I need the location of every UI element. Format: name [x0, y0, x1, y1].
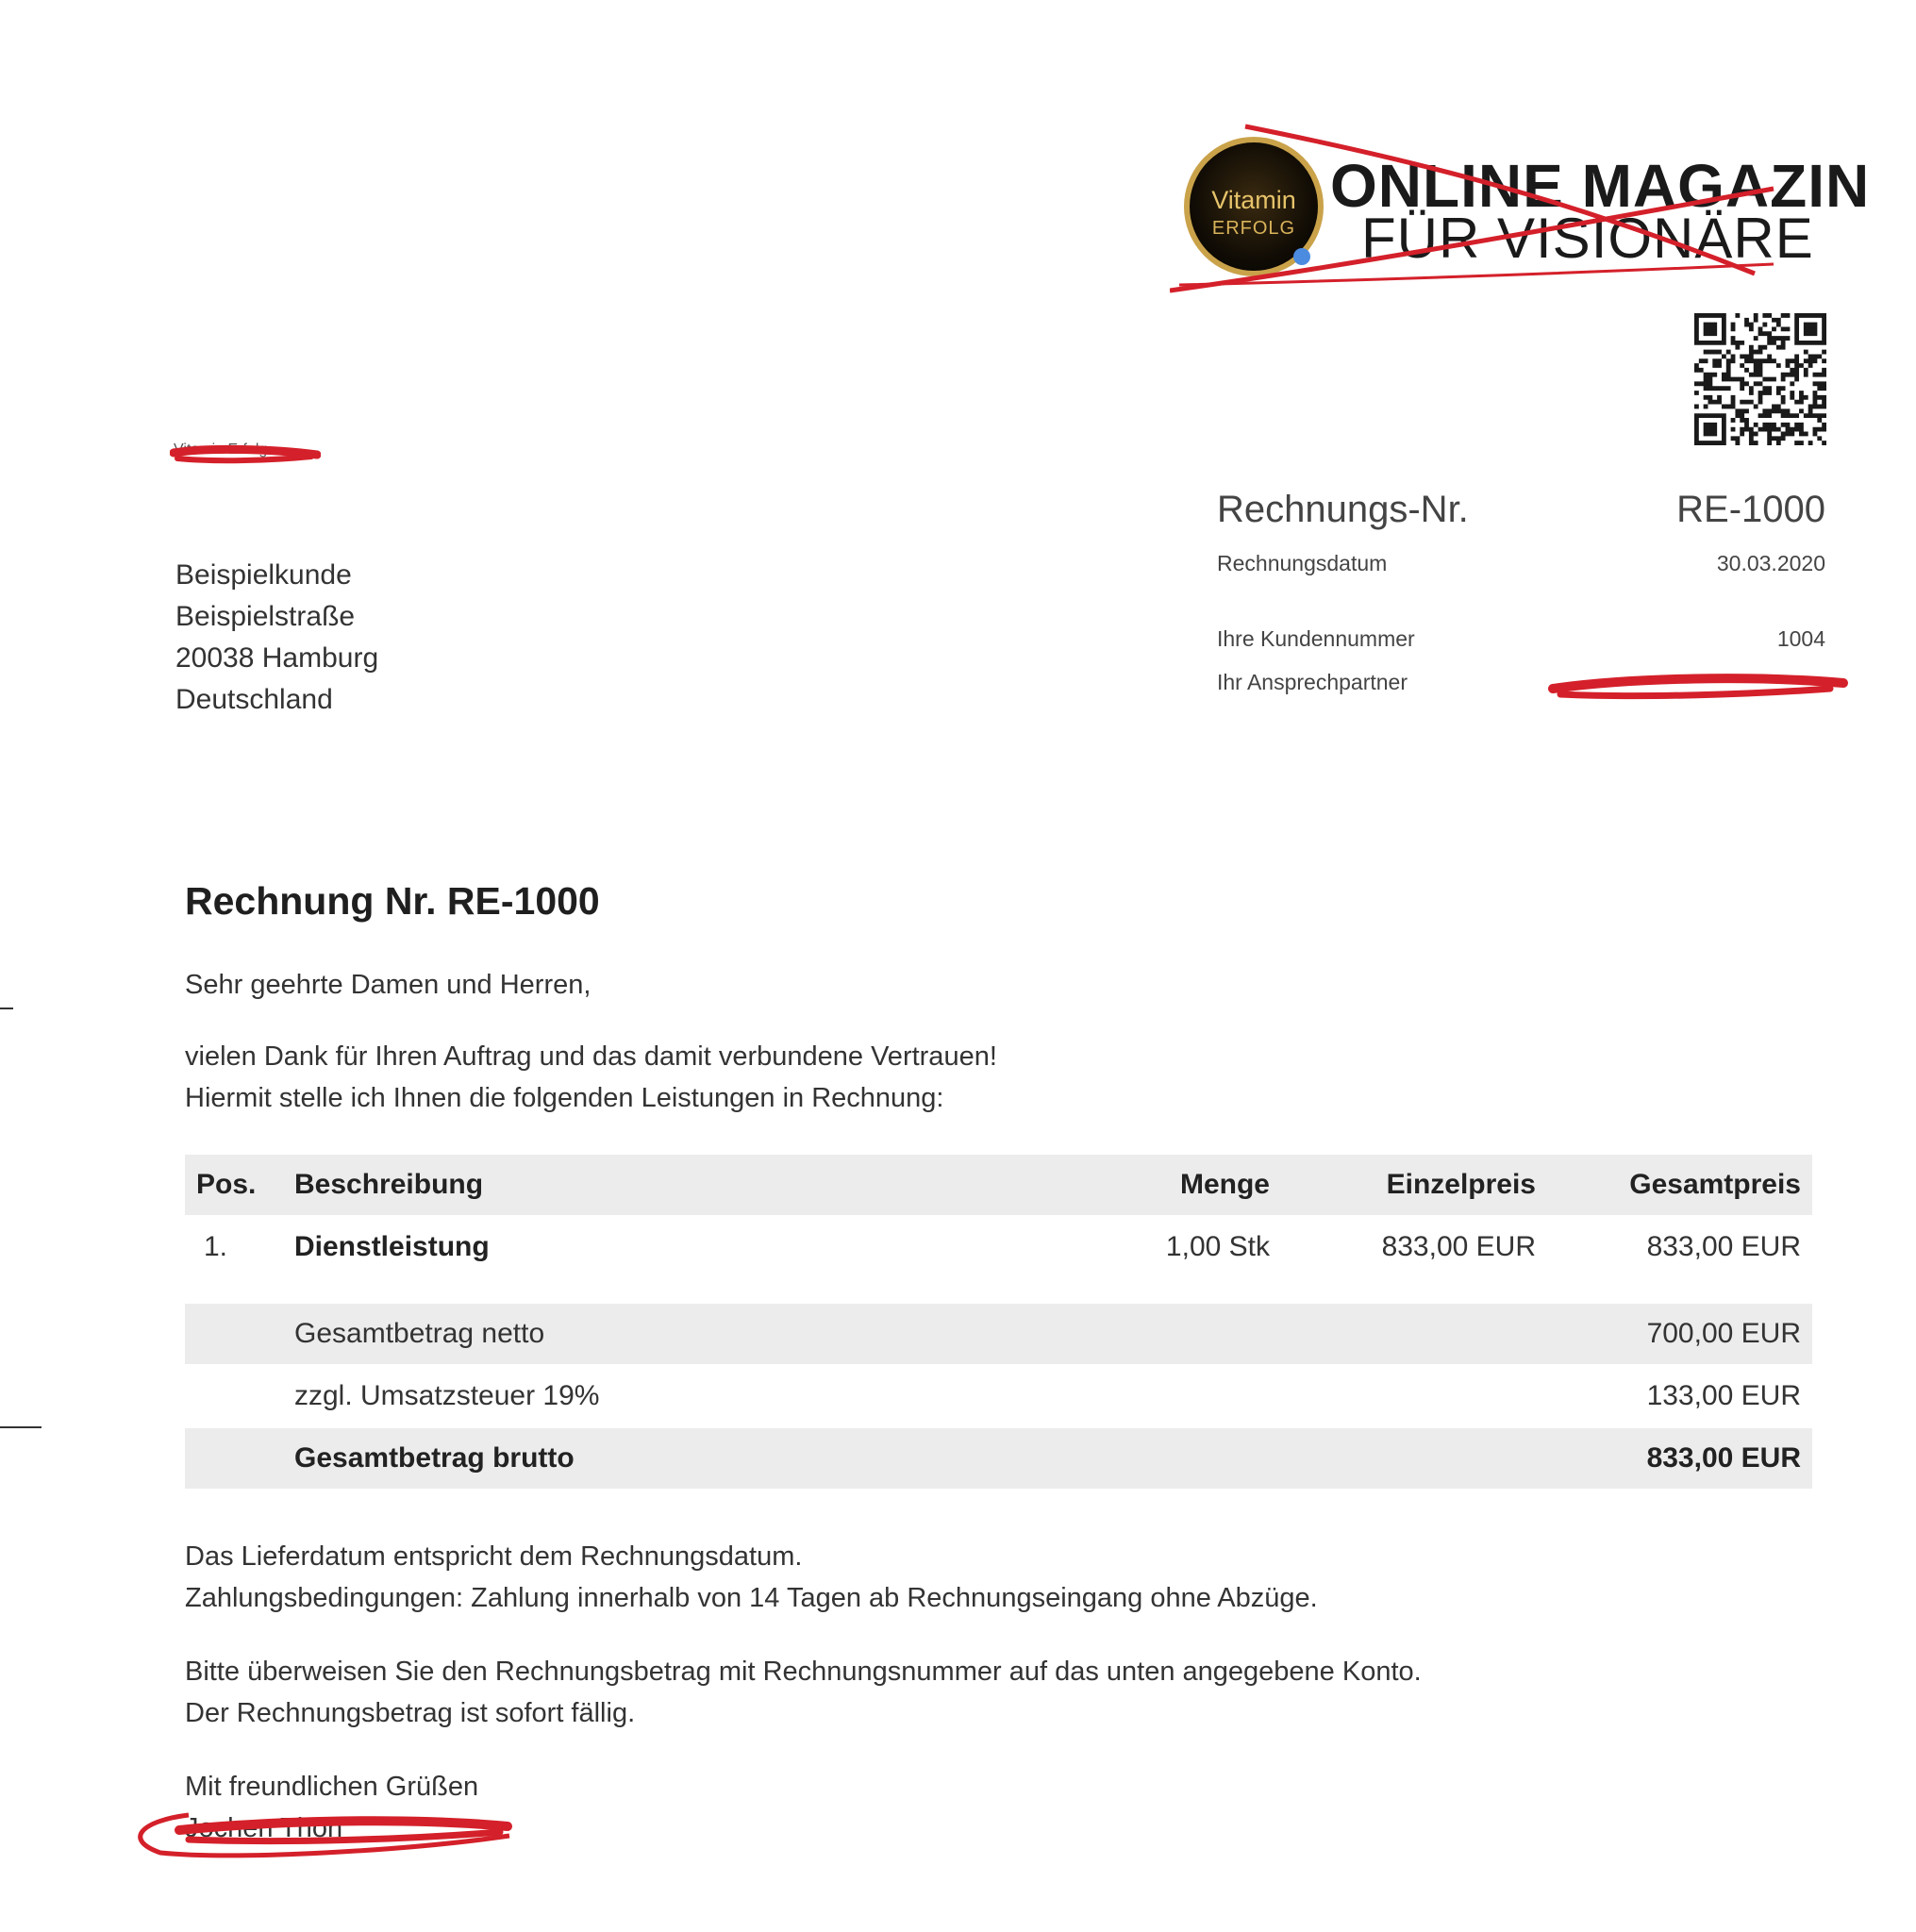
invoice-number-value: RE-1000 [1676, 489, 1825, 530]
brand-logo [1170, 123, 1871, 302]
address-line-name: Beispielkunde [175, 559, 352, 591]
logo-badge-line1: Vitamin [1211, 186, 1296, 214]
regards: Mit freundlichen Grüßen [185, 1772, 479, 1802]
summary-gross-value: 833,00 EUR [1646, 1442, 1801, 1474]
table-header-row [185, 1155, 1812, 1215]
customer-number-label: Ihre Kundennummer [1217, 626, 1415, 651]
item-unit-price: 833,00 EUR [1381, 1231, 1536, 1262]
table-row [185, 1217, 1812, 1277]
fold-mark-bottom [0, 1426, 42, 1428]
summary-net-label: Gesamtbetrag netto [294, 1318, 545, 1349]
closing-line-2: Zahlungsbedingungen: Zahlung innerhalb von 14 Tagen ab Rechnungseingang ohne Abzüge. [185, 1583, 1318, 1613]
contact-person-label: Ihr Ansprechpartner [1217, 670, 1408, 694]
address-line-street: Beispielstraße [175, 601, 356, 632]
header-pos: Pos. [196, 1169, 257, 1200]
fold-mark-top [0, 1008, 13, 1009]
summary-net-value: 700,00 EUR [1646, 1318, 1801, 1349]
item-quantity: 1,00 Stk [1165, 1231, 1270, 1262]
intro-line-2: Hiermit stelle ich Ihnen die folgenden Leistungen in Rechnung: [185, 1083, 944, 1113]
signature-name-text: Jochen Thon [185, 1813, 343, 1843]
contact-redaction-scribble [1547, 666, 1849, 704]
header-total-price: Gesamtpreis [1629, 1169, 1801, 1200]
signature-redaction-scribble [123, 1802, 519, 1868]
qr-code-icon [1694, 313, 1826, 445]
logo-title-line1: ONLINE MAGAZIN [1330, 152, 1871, 220]
summary-gross-row [185, 1428, 1812, 1489]
customer-number-value: 1004 [1776, 626, 1825, 651]
item-pos: 1. [204, 1231, 228, 1262]
summary-tax-value: 133,00 EUR [1646, 1380, 1801, 1411]
header-description: Beschreibung [294, 1169, 484, 1200]
summary-tax-row [185, 1366, 1812, 1426]
closing-line-1: Das Lieferdatum entspricht dem Rechnungsdatum. [185, 1541, 803, 1572]
summary-net-row [185, 1304, 1812, 1364]
sender-redaction-scribble [170, 438, 321, 466]
payment-note-line-2: Der Rechnungsbetrag ist sofort fällig. [185, 1698, 636, 1728]
document-title: Rechnung Nr. RE-1000 [185, 879, 600, 923]
salutation: Sehr geehrte Damen und Herren, [185, 970, 591, 1000]
intro-line-1: vielen Dank für Ihren Auftrag und das damit verbundene Vertrauen! [185, 1041, 997, 1072]
invoice-date-value: 30.03.2020 [1716, 551, 1825, 575]
customer-address [175, 555, 378, 721]
summary-gross-label: Gesamtbetrag brutto [294, 1442, 575, 1474]
address-line-city: 20038 Hamburg [175, 642, 379, 674]
invoice-date-label: Rechnungsdatum [1217, 551, 1388, 575]
header-quantity: Menge [1179, 1169, 1270, 1200]
logo-title-line2: FÜR VISIONÄRE [1361, 207, 1814, 270]
address-line-country: Deutschland [175, 684, 333, 715]
sender-text: Vitamin Erfolg [174, 441, 268, 458]
summary-tax-label: zzgl. Umsatzsteuer 19% [294, 1380, 600, 1411]
item-description: Dienstleistung [294, 1231, 490, 1262]
logo-badge-line2: ERFOLG [1211, 218, 1296, 239]
payment-note-line-1: Bitte überweisen Sie den Rechnungsbetrag mit Rechnungsnummer auf das unten angegebene Konto. [185, 1657, 1422, 1687]
header-unit-price: Einzelpreis [1386, 1169, 1536, 1200]
sender-line [174, 441, 267, 458]
item-total-price: 833,00 EUR [1646, 1231, 1801, 1262]
invoice-number-label: Rechnungs-Nr. [1217, 489, 1469, 530]
logo-redaction-scribble [1170, 123, 1849, 302]
